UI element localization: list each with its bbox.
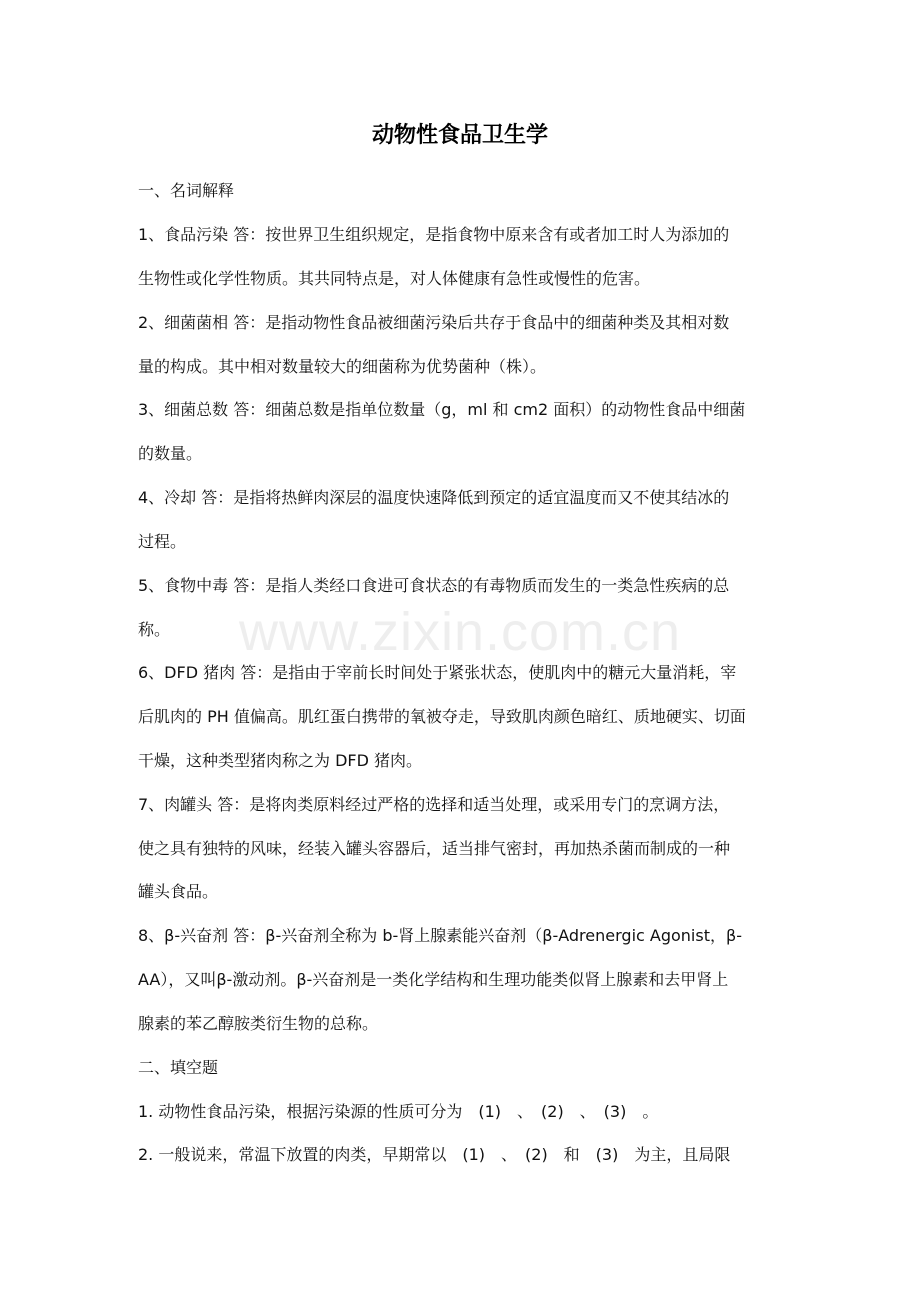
- text-line: 后肌肉的 PH 值偏高。肌红蛋白携带的氧被夺走，导致肌肉颜色暗红、质地硬实、切面: [138, 707, 746, 726]
- text-line: 2、细菌菌相 答：是指动物性食品被细菌污染后共存于食品中的细菌种类及其相对数: [138, 313, 730, 332]
- text-line: 罐头食品。: [138, 882, 219, 901]
- text-line: 3、细菌总数 答：细菌总数是指单位数量（g，ml 和 cm2 面积）的动物性食品中细菌: [138, 400, 746, 419]
- text-line: 量的构成。其中相对数量较大的细菌称为优势菌种（株）。: [138, 357, 547, 376]
- section-heading: 一、名词解释: [138, 181, 235, 200]
- text-line: 7、肉罐头 答：是将肉类原料经过严格的选择和适当处理，或采用专门的烹调方法，: [138, 795, 730, 814]
- text-line: 的数量。: [138, 444, 203, 463]
- text-line: 干燥，这种类型猪肉称之为 DFD 猪肉。: [138, 751, 423, 770]
- text-line: 4、冷却 答：是指将热鲜肉深层的温度快速降低到预定的适宜温度而又不使其结冰的: [138, 488, 730, 507]
- text-line: 5、食物中毒 答：是指人类经口食进可食状态的有毒物质而发生的一类急性疾病的总: [138, 576, 730, 595]
- text-line: 生物性或化学性物质。其共同特点是，对人体健康有急性或慢性的危害。: [138, 269, 651, 288]
- text-line: 腺素的苯乙醇胺类衍生物的总称。: [138, 1014, 379, 1033]
- watermark: www.zixin.com.cn: [238, 602, 682, 662]
- text-line: 1、食品污染 答：按世界卫生组织规定，是指食物中原来含有或者加工时人为添加的: [138, 225, 730, 244]
- text-line: 8、β-兴奋剂 答：β-兴奋剂全称为 b-肾上腺素能兴奋剂（β-Adrenergic Agonist，β-: [138, 926, 742, 945]
- text-line: 6、DFD 猪肉 答：是指由于宰前长时间处于紧张状态，使肌肉中的糖元大量消耗，宰: [138, 663, 737, 682]
- text-line: 称。: [138, 620, 171, 639]
- document-title: 动物性食品卫生学: [371, 123, 548, 148]
- text-line: 2. 一般说来，常温下放置的肉类，早期常以 (1) 、 (2) 和 (3) 为主，且局限: [138, 1145, 731, 1164]
- text-line: 使之具有独特的风味，经装入罐头容器后，适当排气密封，再加热杀菌而制成的一种: [138, 839, 731, 858]
- text-line: 1. 动物性食品污染，根据污染源的性质可分为 (1) 、 (2) 、 (3) 。: [138, 1102, 659, 1121]
- section-heading: 二、填空题: [138, 1058, 219, 1077]
- text-line: AA），又叫β-激动剂。β-兴奋剂是一类化学结构和生理功能类似肾上腺素和去甲肾上: [138, 970, 729, 989]
- text-line: 过程。: [138, 532, 187, 551]
